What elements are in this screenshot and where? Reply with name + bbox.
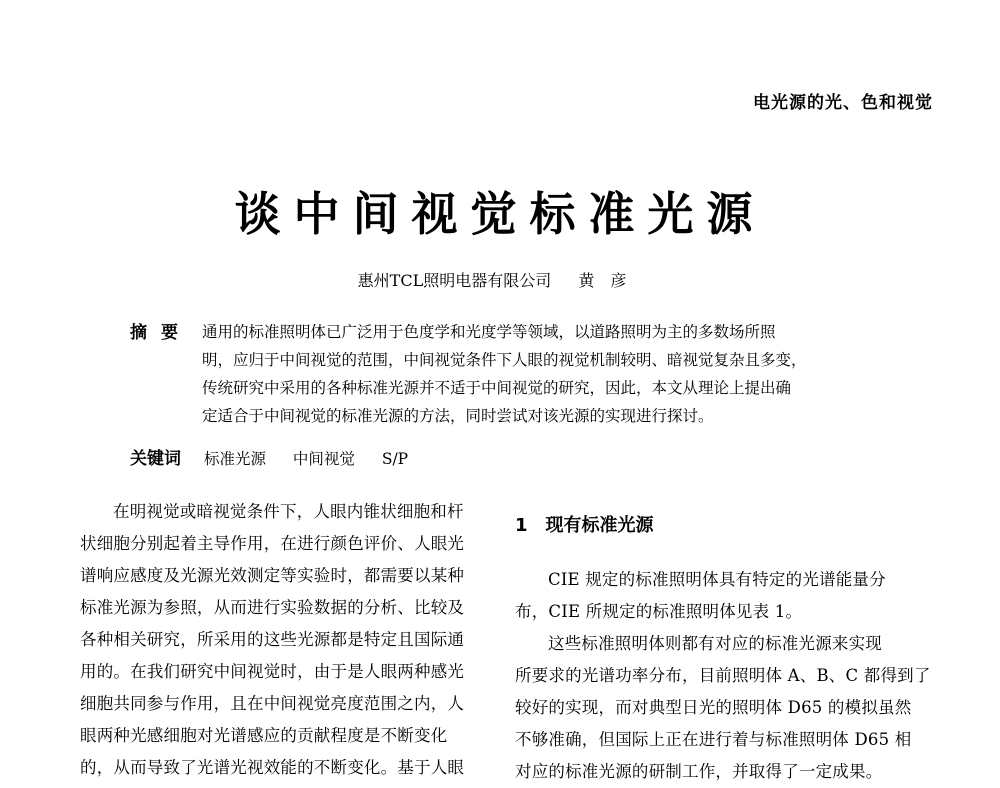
body-line: CIE 规定的标准照明体具有特定的光谱能量分: [548, 570, 886, 589]
abstract-label: 摘要: [130, 323, 192, 343]
affiliation: 惠州TCL照明电器有限公司: [357, 271, 552, 290]
right-column: [515, 496, 931, 788]
body-line: 用的。在我们研究中间视觉时，由于是人眼两种感光: [80, 662, 465, 681]
abstract-line: 定适合于中间视觉的标准光源的方法，同时尝试对该光源的实现进行探讨。: [202, 407, 714, 425]
body-line: 各种相关研究，所采用的这些光源都是特定且国际通: [80, 630, 465, 649]
abstract-line: 传统研究中采用的各种标准光源并不适于中间视觉的研究，因此，本文从理论上提出确: [202, 379, 792, 397]
author-name: 黄彦: [578, 271, 643, 290]
body-line: 的，从而导致了光谱光视效能的不断变化。基于人眼: [80, 758, 465, 777]
abstract-line: 明，应归于中间视觉的范围，中间视觉条件下人眼的视觉机制较明、暗视觉复杂且多变，: [202, 351, 807, 369]
left-column: [80, 496, 480, 784]
running-head: 电光源的光、色和视觉: [753, 93, 933, 113]
body-line: 在明视觉或暗视觉条件下，人眼内锥状细胞和杆: [113, 502, 464, 521]
abstract-text: [202, 318, 892, 430]
author-line: [0, 268, 1000, 291]
body-line: 对应的标准光源的研制工作，并取得了一定成果。: [515, 762, 883, 781]
body-line: 所要求的光谱功率分布，目前照明体 A、B、C 都得到了: [515, 666, 931, 685]
keyword: 中间视觉: [292, 450, 355, 468]
body-line: 细胞共同参与作用，且在中间视觉亮度范围之内，人: [80, 694, 465, 713]
keyword: 标准光源: [203, 450, 266, 468]
body-line: 不够准确，但国际上正在进行着与标准照明体 D65 相: [515, 730, 912, 749]
body-line: 眼两种光感细胞对光谱感应的贡献程度是不断变化: [80, 726, 448, 745]
article-title: 谈中间视觉标准光源: [234, 187, 766, 241]
body-line: 状细胞分别起着主导作用，在进行颜色评价、人眼光: [80, 534, 465, 553]
keywords-label: 关键词: [130, 449, 181, 469]
section-number: 1: [515, 515, 528, 536]
section-title: 现有标准光源: [545, 515, 654, 536]
body-line: 这些标准照明体则都有对应的标准光源来实现: [548, 634, 882, 653]
section-heading: [515, 510, 925, 542]
body-line: 标准光源为参照，从而进行实验数据的分析、比较及: [80, 598, 465, 617]
body-line: 较好的实现，而对典型日光的照明体 D65 的模拟虽然: [515, 698, 912, 717]
keywords: [130, 444, 430, 469]
body-line: 布，CIE 所规定的标准照明体见表 1。: [515, 602, 803, 621]
abstract-line: 通用的标准照明体已广泛用于色度学和光度学等领域，以道路照明为主的多数场所照: [202, 323, 776, 341]
body-line: 谱响应感度及光源光效测定等实验时，都需要以某种: [80, 566, 465, 585]
keyword: S/P: [381, 450, 409, 468]
